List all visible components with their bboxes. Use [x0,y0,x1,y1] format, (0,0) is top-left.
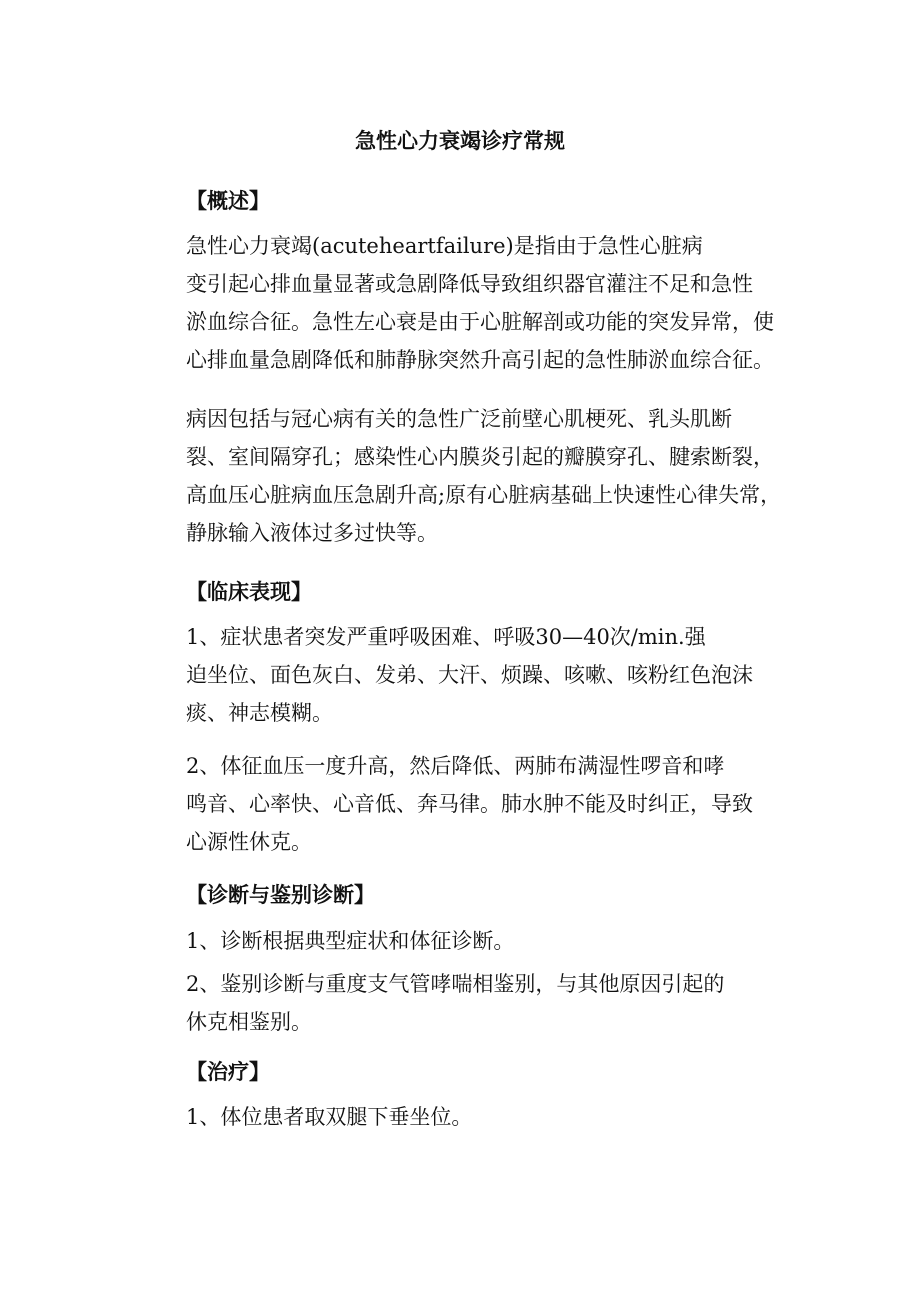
text-line: 静脉输入液体过多过快等。 [186,521,438,545]
section-heading-overview: 【概述】 [186,189,270,213]
paragraph-etiology [138,400,798,552]
section-heading-treatment: 【治疗】 [186,1060,270,1084]
paragraph-signs [138,747,798,861]
text-line: 心排血量急剧降低和肺静脉突然升高引起的急性肺淤血综合征。 [186,348,774,372]
text-line: 1、诊断根据典型症状和体征诊断。 [186,929,515,953]
paragraph-position [138,1098,798,1136]
section-heading-clinical: 【临床表现】 [186,580,312,604]
section-heading-diagnosis: 【诊断与鉴别诊断】 [186,883,375,907]
text-line: 裂、室间隔穿孔；感染性心内膜炎引起的瓣膜穿孔、腱索断裂， [186,445,774,469]
text-line: 2、体征血压一度升高，然后降低、两肺布满湿性啰音和哮 [186,754,725,778]
document-title: 急性心力衰竭诊疗常规 [355,129,565,153]
paragraph-symptoms [138,618,798,732]
paragraph-definition [138,227,798,379]
text-line: 2、鉴别诊断与重度支气管哮喘相鉴别，与其他原因引起的 [186,972,725,996]
text-line: 迫坐位、面色灰白、发弟、大汗、烦躁、咳嗽、咳粉红色泡沫 [186,663,753,687]
text-line: 变引起心排血量显著或急剧降低导致组织器官灌注不足和急性 [186,272,753,296]
paragraph-diagnosis [138,922,798,960]
text-line: 淤血综合征。急性左心衰是由于心脏解剖或功能的突发异常，使 [186,310,774,334]
text-line: 休克相鉴别。 [186,1010,312,1034]
text-line: 1、症状患者突发严重呼吸困难、呼吸30—40次/min.强 [186,625,706,649]
text-line: 鸣音、心率快、心音低、奔马律。肺水肿不能及时纠正，导致 [186,792,753,816]
text-line: 1、体位患者取双腿下垂坐位。 [186,1105,473,1129]
text-line: 高血压心脏病血压急剧升高;原有心脏病基础上快速性心律失常， [186,483,782,507]
text-line: 病因包括与冠心病有关的急性广泛前壁心肌梗死、乳头肌断 [186,407,732,431]
text-line: 心源性休克。 [186,830,312,854]
paragraph-differential [138,965,798,1041]
text-line: 急性心力衰竭(acuteheartfailure)是指由于急性心脏病 [186,234,703,258]
text-line: 痰、神志模糊。 [186,701,333,725]
